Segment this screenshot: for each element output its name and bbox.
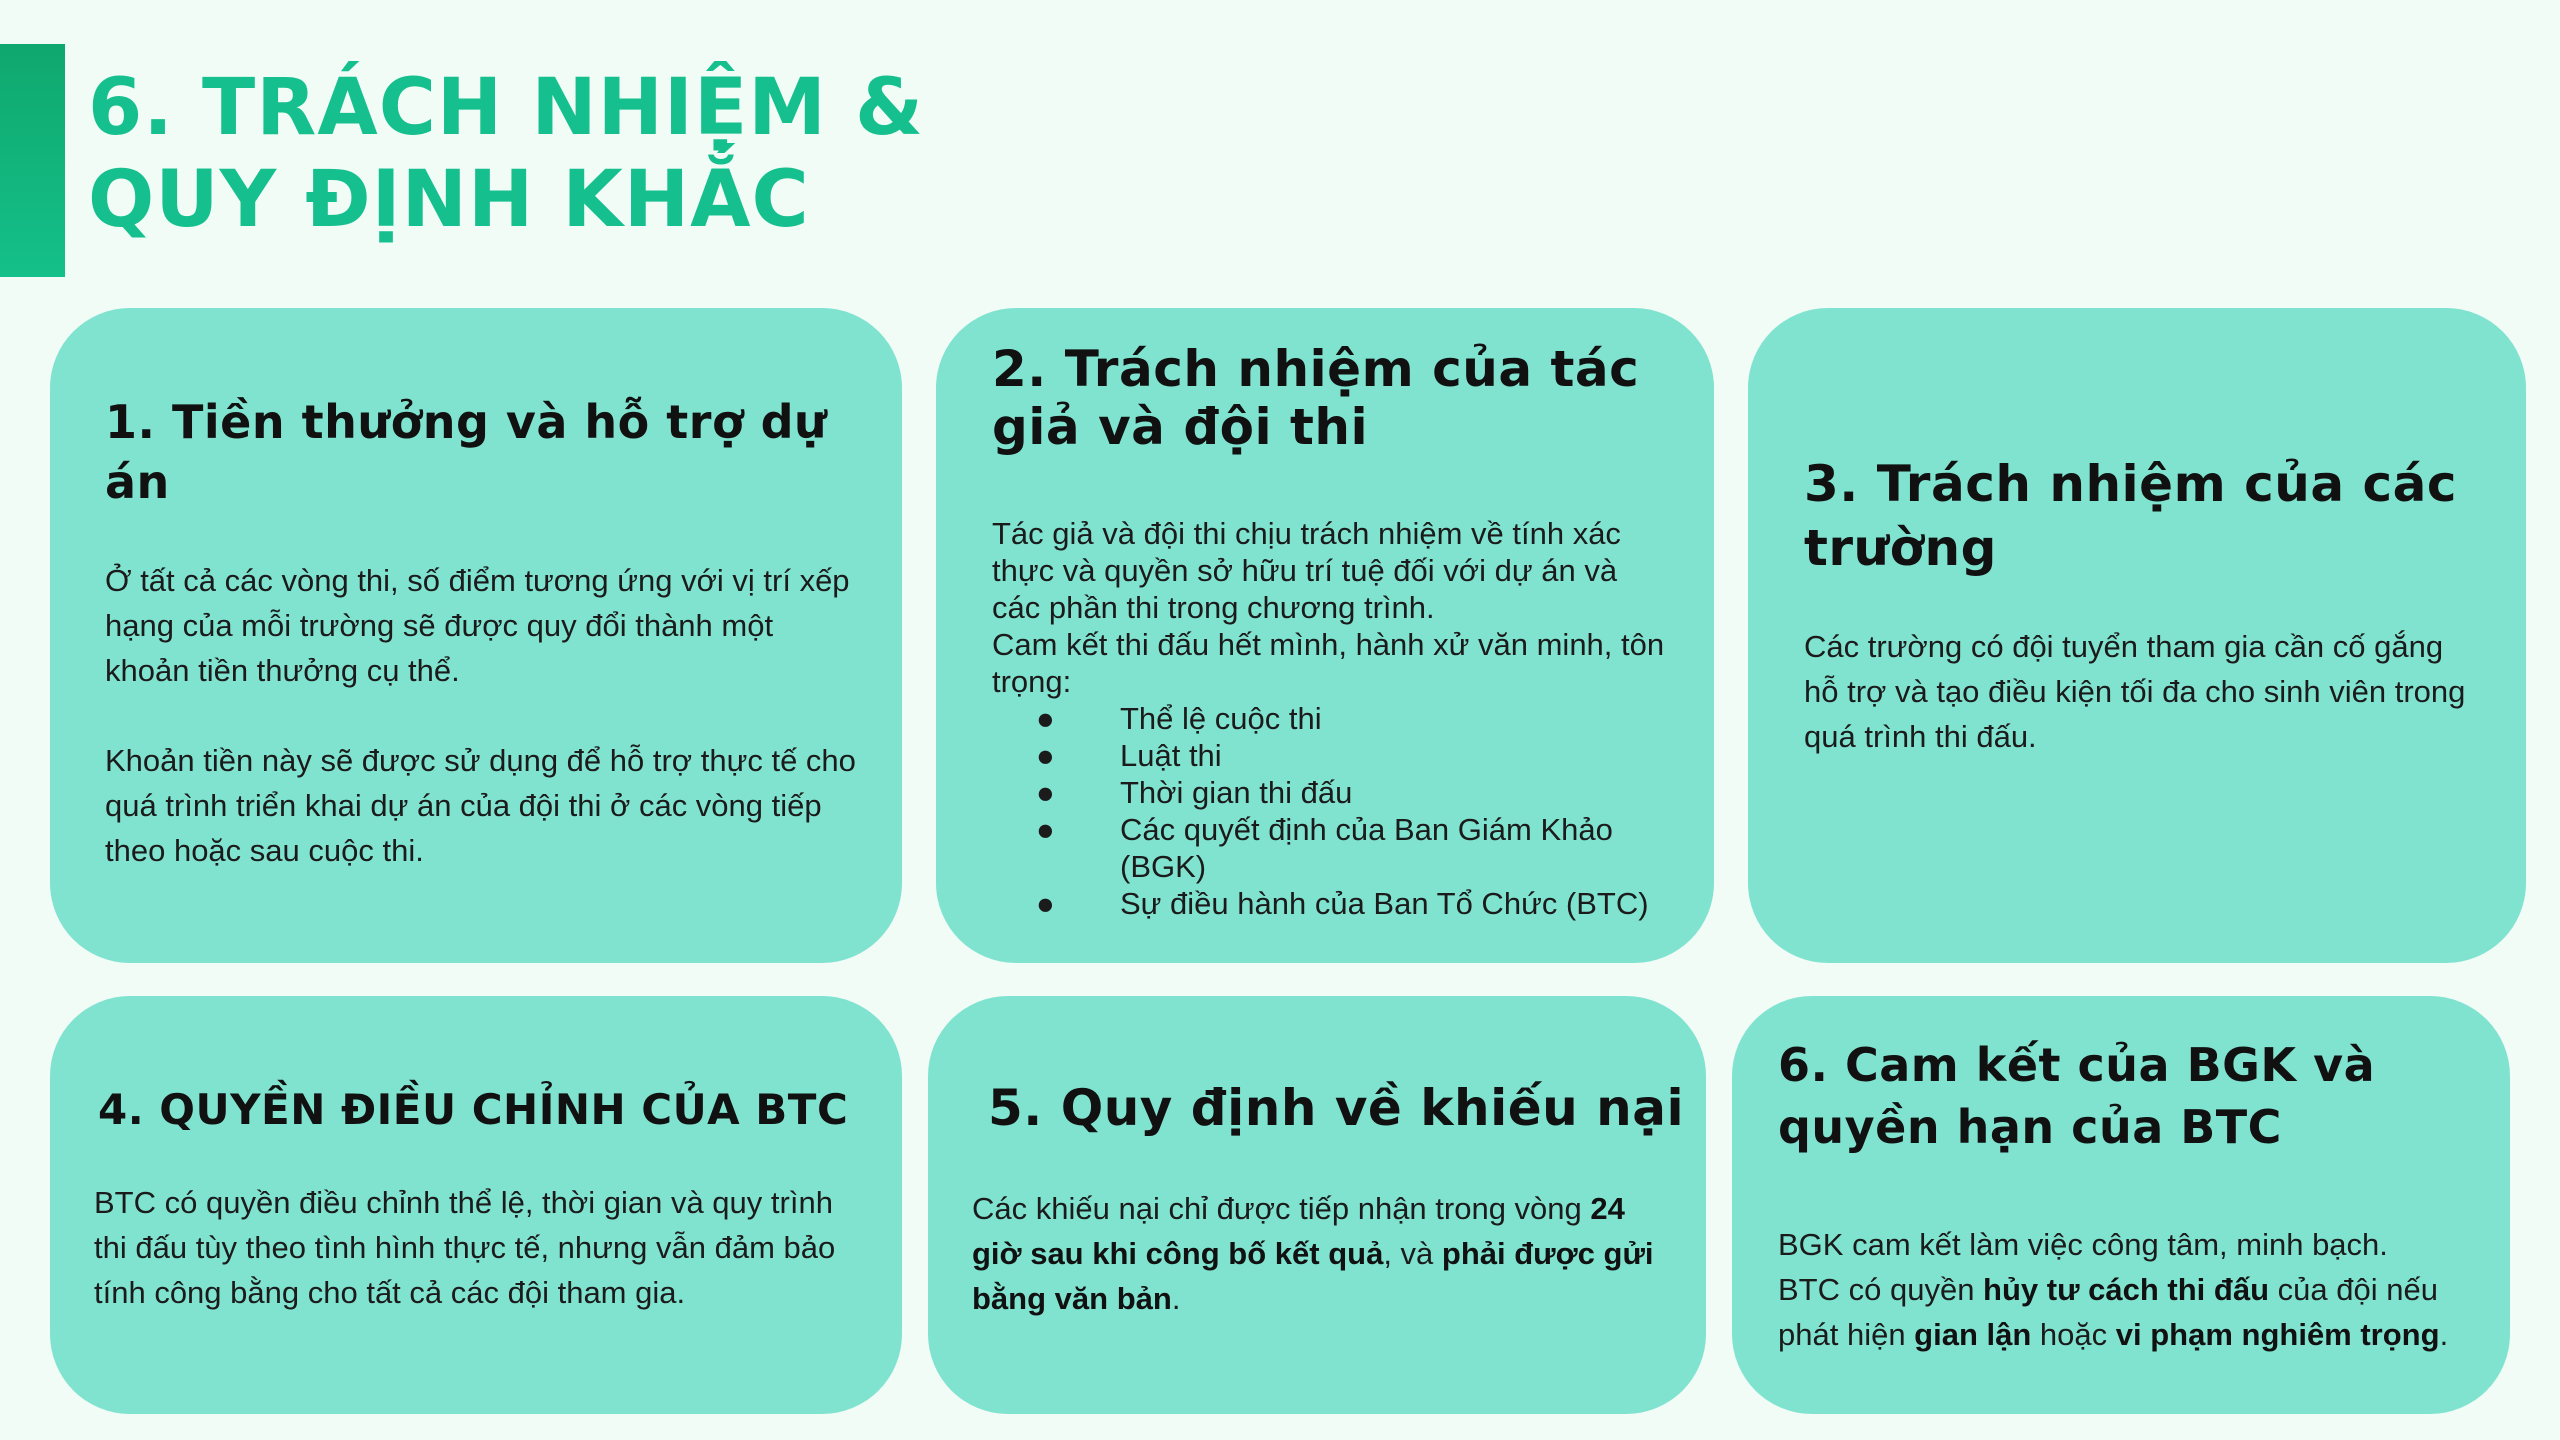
- list-item: [992, 774, 1672, 811]
- card-paragraph: Tác giả và đội thi chịu trách nhiệm về tính xác thực và quyền sở hữu trí tuệ đối với dự án và các phần thi trong chương trình.: [992, 516, 1621, 625]
- list-item-text: Các quyết định của Ban Giám Khảo (BGK): [1120, 812, 1613, 884]
- card-school-responsibility: [1748, 308, 2526, 963]
- card-paragraph: Cam kết thi đấu hết mình, hành xử văn minh, tôn trọng:: [992, 627, 1665, 699]
- card-bgk-commitment-btc-authority: [1732, 996, 2510, 1414]
- bullet-icon: ●: [1036, 738, 1055, 773]
- card-body: [992, 515, 1672, 922]
- card-author-team-responsibility: [936, 308, 1714, 963]
- title-accent-bar: [0, 44, 65, 277]
- bold-run: 24 giờ sau khi công bố kết quả: [972, 1191, 1625, 1271]
- list-item: [992, 811, 1672, 885]
- card-body: [105, 558, 865, 873]
- page-title: [88, 62, 924, 246]
- text-run: hoặc: [2031, 1317, 2116, 1352]
- card-paragraph: BTC có quyền điều chỉnh thể lệ, thời gian và quy trình thi đấu tùy theo tình hình thực tế, nhưng vẫn đảm bảo tính công bằng cho tất cả các đội tham gia.: [94, 1185, 836, 1310]
- text-run: Các khiếu nại chỉ được tiếp nhận trong vòng: [972, 1191, 1591, 1226]
- bold-run: vi phạm nghiêm trọng: [2115, 1317, 2440, 1352]
- card-paragraph: Các trường có đội tuyển tham gia cần cố gắng hỗ trợ và tạo điều kiện tối đa cho sinh viên trong quá trình thi đấu.: [1804, 629, 2466, 754]
- card-body: [1778, 1222, 2478, 1357]
- respect-list: [992, 700, 1672, 922]
- list-item: [992, 737, 1672, 774]
- bold-run: gian lận: [1914, 1317, 2032, 1352]
- card-title: 1. Tiền thưởng và hỗ trợ dự án: [105, 395, 828, 509]
- page-title-line-2: QUY ĐỊNH KHẮC: [88, 155, 810, 245]
- card-title: 2. Trách nhiệm của tác giả và đội thi: [992, 340, 1640, 456]
- card-complaint-rules: [928, 996, 1706, 1414]
- page-title-line-1: 6. TRÁCH NHIỆM &: [88, 63, 925, 153]
- text-run: .: [1171, 1281, 1181, 1316]
- list-item: [992, 700, 1672, 737]
- bullet-icon: ●: [1036, 701, 1055, 736]
- card-body: [1804, 624, 2484, 759]
- list-item-text: Thời gian thi đấu: [1120, 775, 1353, 810]
- card-paragraph: [972, 1186, 1672, 1321]
- bold-run: hủy tư cách thi đấu: [1983, 1272, 2270, 1307]
- list-item-text: Luật thi: [1120, 738, 1222, 773]
- text-run: BTC có quyền: [1778, 1272, 1984, 1307]
- card-title: 3. Trách nhiệm của các trường: [1804, 455, 2457, 577]
- card-paragraph: Ở tất cả các vòng thi, số điểm tương ứng với vị trí xếp hạng của mỗi trường sẽ được quy đổi thành một khoản tiền thưởng cụ thể.: [105, 563, 850, 688]
- card-body: [94, 1180, 874, 1315]
- bold-run: phải được gửi bằng văn bản: [972, 1236, 1654, 1316]
- bullet-icon: ●: [1036, 775, 1055, 810]
- text-run: .: [2439, 1317, 2449, 1352]
- list-item-text: Thể lệ cuộc thi: [1120, 701, 1322, 736]
- card-title: 4. QUYỀN ĐIỀU CHỈNH CỦA BTC: [98, 1085, 849, 1134]
- card-body: [972, 1186, 1672, 1321]
- list-item-text: Sự điều hành của Ban Tổ Chức (BTC): [1120, 886, 1649, 921]
- card-btc-adjustment-rights: [50, 996, 902, 1414]
- card-paragraph: Khoản tiền này sẽ được sử dụng để hỗ trợ thực tế cho quá trình triển khai dự án của đội thi ở các vòng tiếp theo hoặc sau cuộc thi.: [105, 743, 856, 868]
- card-paragraph: [1778, 1267, 2478, 1357]
- list-item: [992, 885, 1672, 922]
- card-prize-support: [50, 308, 902, 963]
- text-run: của đội nếu phát hiện: [1778, 1272, 2438, 1352]
- bullet-icon: ●: [1036, 812, 1055, 847]
- card-title: 6. Cam kết của BGK và quyền hạn của BTC: [1778, 1038, 2376, 1154]
- card-title: 5. Quy định về khiếu nại: [988, 1079, 1685, 1137]
- text-run: , và: [1383, 1236, 1442, 1271]
- card-paragraph: BGK cam kết làm việc công tâm, minh bạch.: [1778, 1227, 2388, 1262]
- bullet-icon: ●: [1036, 886, 1055, 921]
